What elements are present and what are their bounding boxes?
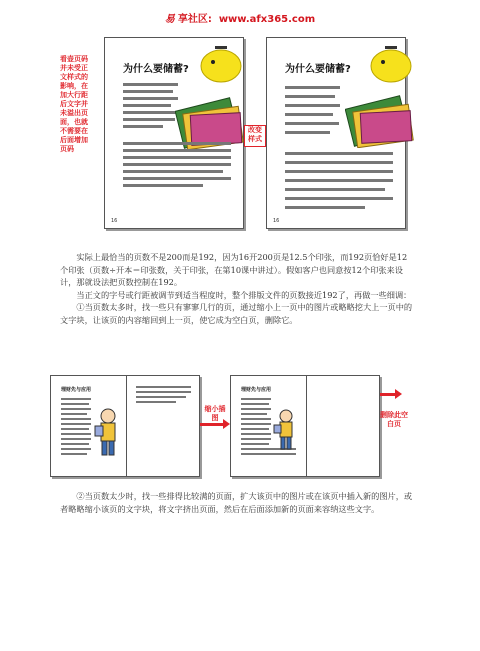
- page-title: 为什么要储蓄?: [285, 64, 351, 75]
- spread-title: 理财先与应用: [61, 387, 92, 393]
- spread-before: [50, 375, 200, 477]
- arrow-label: 改变样式: [244, 125, 266, 147]
- cartoon-boy-image: [91, 406, 126, 461]
- paragraph-4: ②当页数太少时，找一些排得比较满的页面，扩大该页中的图片或在该页中插入新的图片，或者略略缩小该页的文字块，将文字挤出页面，然后在后面添加新的页面来容纳这些文字。: [60, 491, 413, 514]
- paragraph-1: 实际上最恰当的页数不是200而是192，因为16开200页是12.5个印张，而192页恰好是12个印张（页数÷开本＝印张数，关于印张，在第10课中讲过）。假如客户也同意按12个印张来设计，那就设法把页数控制在192。: [60, 252, 408, 287]
- spread-title: 理财先与应用: [241, 387, 272, 393]
- arrow-right-icon: [380, 393, 396, 396]
- body-text: [60, 251, 415, 326]
- figure-shrink-image: [40, 375, 445, 485]
- side-note: 看壶页码并未受正文样式的影响，在加大行距后文字并未溢出页面，也就不需要在后面增加页码: [60, 55, 88, 153]
- piggy-bank-icon: [195, 40, 247, 88]
- paragraph-3: ①当页数太多时，找一些只有寥寥几行的页，通过缩小上一页中的图片或略略挖大上一页中的文字块，让该页的内容缩回到上一页，使它成为空白页，删除它。: [60, 302, 413, 325]
- piggy-bank-icon: [365, 40, 417, 88]
- body-text-2: [60, 490, 415, 515]
- arrow-label: 缩小插图: [204, 405, 226, 422]
- page-number: 16: [111, 218, 118, 224]
- delete-label: 删除此空白页: [380, 411, 408, 428]
- money-cards-image: [345, 94, 417, 148]
- page-before: [104, 37, 244, 229]
- cartoon-boy-image: [271, 408, 301, 454]
- paragraph-2: 当正文的字号或行距被调节到适当程度时，整个排版文件的页数接近192了，再做一些细调：: [76, 289, 412, 300]
- page-after: [266, 37, 406, 229]
- page-title: 为什么要储蓄?: [123, 64, 189, 75]
- spread-after: [230, 375, 380, 477]
- site-logo: 易: [164, 14, 175, 25]
- figure-style-change: [60, 37, 420, 237]
- page-number: 16: [273, 218, 280, 224]
- site-label: 享社区:: [177, 14, 212, 25]
- site-url[interactable]: www.afx365.com: [218, 14, 316, 25]
- site-header: [0, 10, 480, 25]
